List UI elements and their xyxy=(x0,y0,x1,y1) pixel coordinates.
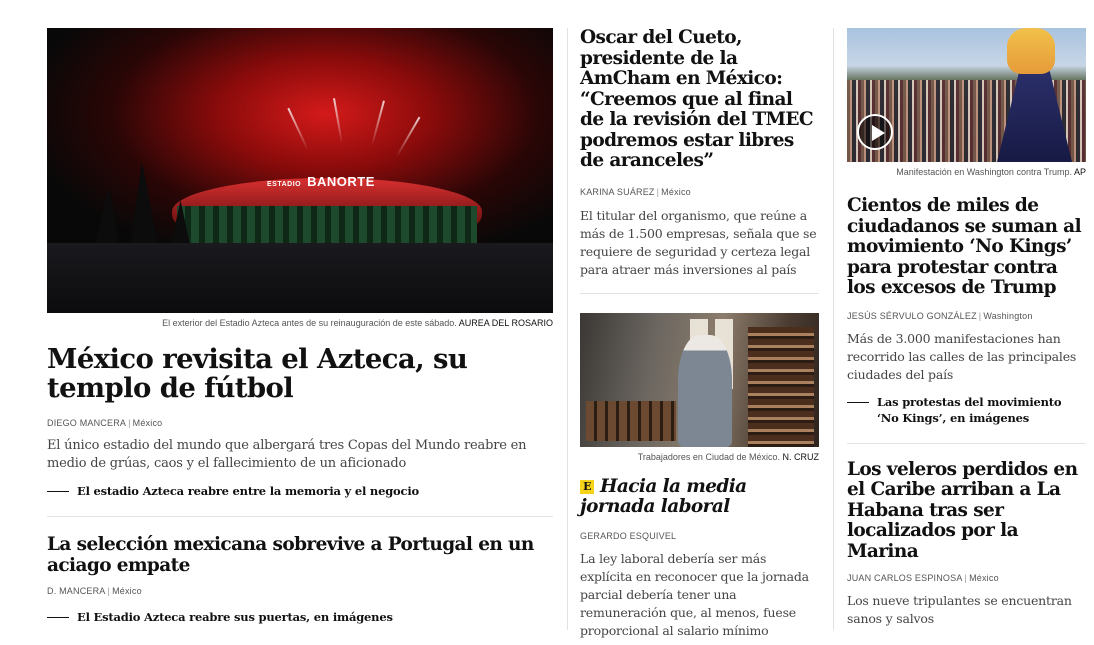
lead-summary: El único estadio del mundo que albergará tres Copas del Mundo reabre en medio de grúas, caos y el fallecimiento de un aficionado xyxy=(47,438,527,471)
byline: KARINA SUÁREZ | México xyxy=(580,186,691,197)
firework-spark xyxy=(371,101,385,146)
photo-caption: Manifestación en Washington contra Trump. AP xyxy=(896,167,1086,177)
bakery-photo[interactable] xyxy=(580,313,819,447)
firework-spark xyxy=(287,108,308,151)
play-icon[interactable] xyxy=(857,114,893,150)
stadium-sign: ESTADIO BANORTE xyxy=(267,174,375,189)
author-link[interactable]: KARINA SUÁREZ xyxy=(580,186,655,197)
column-middle xyxy=(580,0,819,640)
location-tag: Washington xyxy=(983,310,1033,321)
crowd-foreground xyxy=(47,243,553,313)
section-divider xyxy=(47,516,553,517)
protest-summary: Más de 3.000 manifestaciones han recorrido las calles de las principales ciudades del país xyxy=(847,330,1077,382)
dash-marker xyxy=(47,491,69,492)
lead-headline[interactable]: México revisita el Azteca, su templo de fútbol xyxy=(47,343,468,404)
column-divider-left xyxy=(567,28,568,630)
related-link[interactable]: El estadio Azteca reabre entre la memoria y el negocio xyxy=(47,483,553,499)
byline: JUAN CARLOS ESPINOSA | México xyxy=(847,573,999,583)
column-main xyxy=(47,0,553,625)
dash-marker xyxy=(47,617,69,618)
bread-tray xyxy=(586,401,676,441)
opinion-headline[interactable]: E Hacia la media jornada laboral xyxy=(580,475,747,517)
related-link[interactable]: El Estadio Azteca reabre sus puertas, en imágenes xyxy=(47,609,553,625)
byline: D. MANCERA | México xyxy=(47,586,142,596)
interview-headline[interactable]: Oscar del Cueto, presidente de la AmCham en México: “Creemos que al final de la revisión del TMEC podremos estar libres de aranceles” xyxy=(580,27,814,171)
dash-marker xyxy=(847,402,869,403)
author-link[interactable]: D. MANCERA xyxy=(47,586,106,596)
author-link[interactable]: DIEGO MANCERA xyxy=(47,418,127,428)
protest-headline[interactable]: Cientos de miles de ciudadanos se suman al movimiento ‘No Kings’ para protestar contra los excesos de Trump xyxy=(847,195,1081,298)
stadium-facade xyxy=(177,206,477,246)
related-link[interactable]: Las protestas del movimiento ‘No Kings’, en imágenes xyxy=(847,394,1086,426)
photo-caption: Trabajadores en Ciudad de México. N. CRUZ xyxy=(637,451,819,462)
baker-figure xyxy=(678,335,732,447)
column-right xyxy=(847,0,1086,628)
section-divider xyxy=(847,443,1086,444)
opinion-badge-icon: E xyxy=(580,480,594,494)
sailboats-summary: Los nueve tripulantes se encuentran sanos y salvos xyxy=(847,593,1072,626)
author-link[interactable]: JESÚS SÉRVULO GONZÁLEZ xyxy=(847,310,977,321)
column-divider-right xyxy=(833,28,834,630)
sailboats-headline[interactable]: Los veleros perdidos en el Caribe arriban a La Habana tras ser localizados por la Marina xyxy=(847,458,1078,562)
photo-caption: El exterior del Estadio Azteca antes de su reinauguración de este sábado. AUREA DEL ROSARIO xyxy=(162,318,553,328)
author-link[interactable]: GERARDO ESQUIVEL xyxy=(580,530,677,541)
bread-rack xyxy=(748,327,814,447)
stadium-photo[interactable] xyxy=(47,28,553,313)
byline: DIEGO MANCERA | México xyxy=(47,418,163,428)
location-tag: México xyxy=(112,586,142,596)
opinion-summary: La ley laboral debería ser más explícita en reconocer que la jornada parcial debería tener una remuneración que, al menos, fuese proporcional al salario mínimo xyxy=(580,550,809,638)
firework-spark xyxy=(333,98,343,144)
location-tag: México xyxy=(661,186,691,197)
author-link[interactable]: JUAN CARLOS ESPINOSA xyxy=(847,573,963,583)
location-tag: México xyxy=(969,573,999,583)
protest-video-thumbnail[interactable] xyxy=(847,28,1086,162)
second-headline[interactable]: La selección mexicana sobrevive a Portugal en un aciago empate xyxy=(47,534,534,576)
firework-spark xyxy=(396,117,421,158)
byline: JESÚS SÉRVULO GONZÁLEZ | Washington xyxy=(847,310,1033,321)
location-tag: México xyxy=(132,418,163,428)
interview-summary: El titular del organismo, que reúne a más de 1.500 empresas, señala que se requiere de seguridad y certeza legal para atraer más inversiones al país xyxy=(580,207,817,277)
puppet-head xyxy=(1007,28,1055,74)
byline xyxy=(580,531,819,541)
